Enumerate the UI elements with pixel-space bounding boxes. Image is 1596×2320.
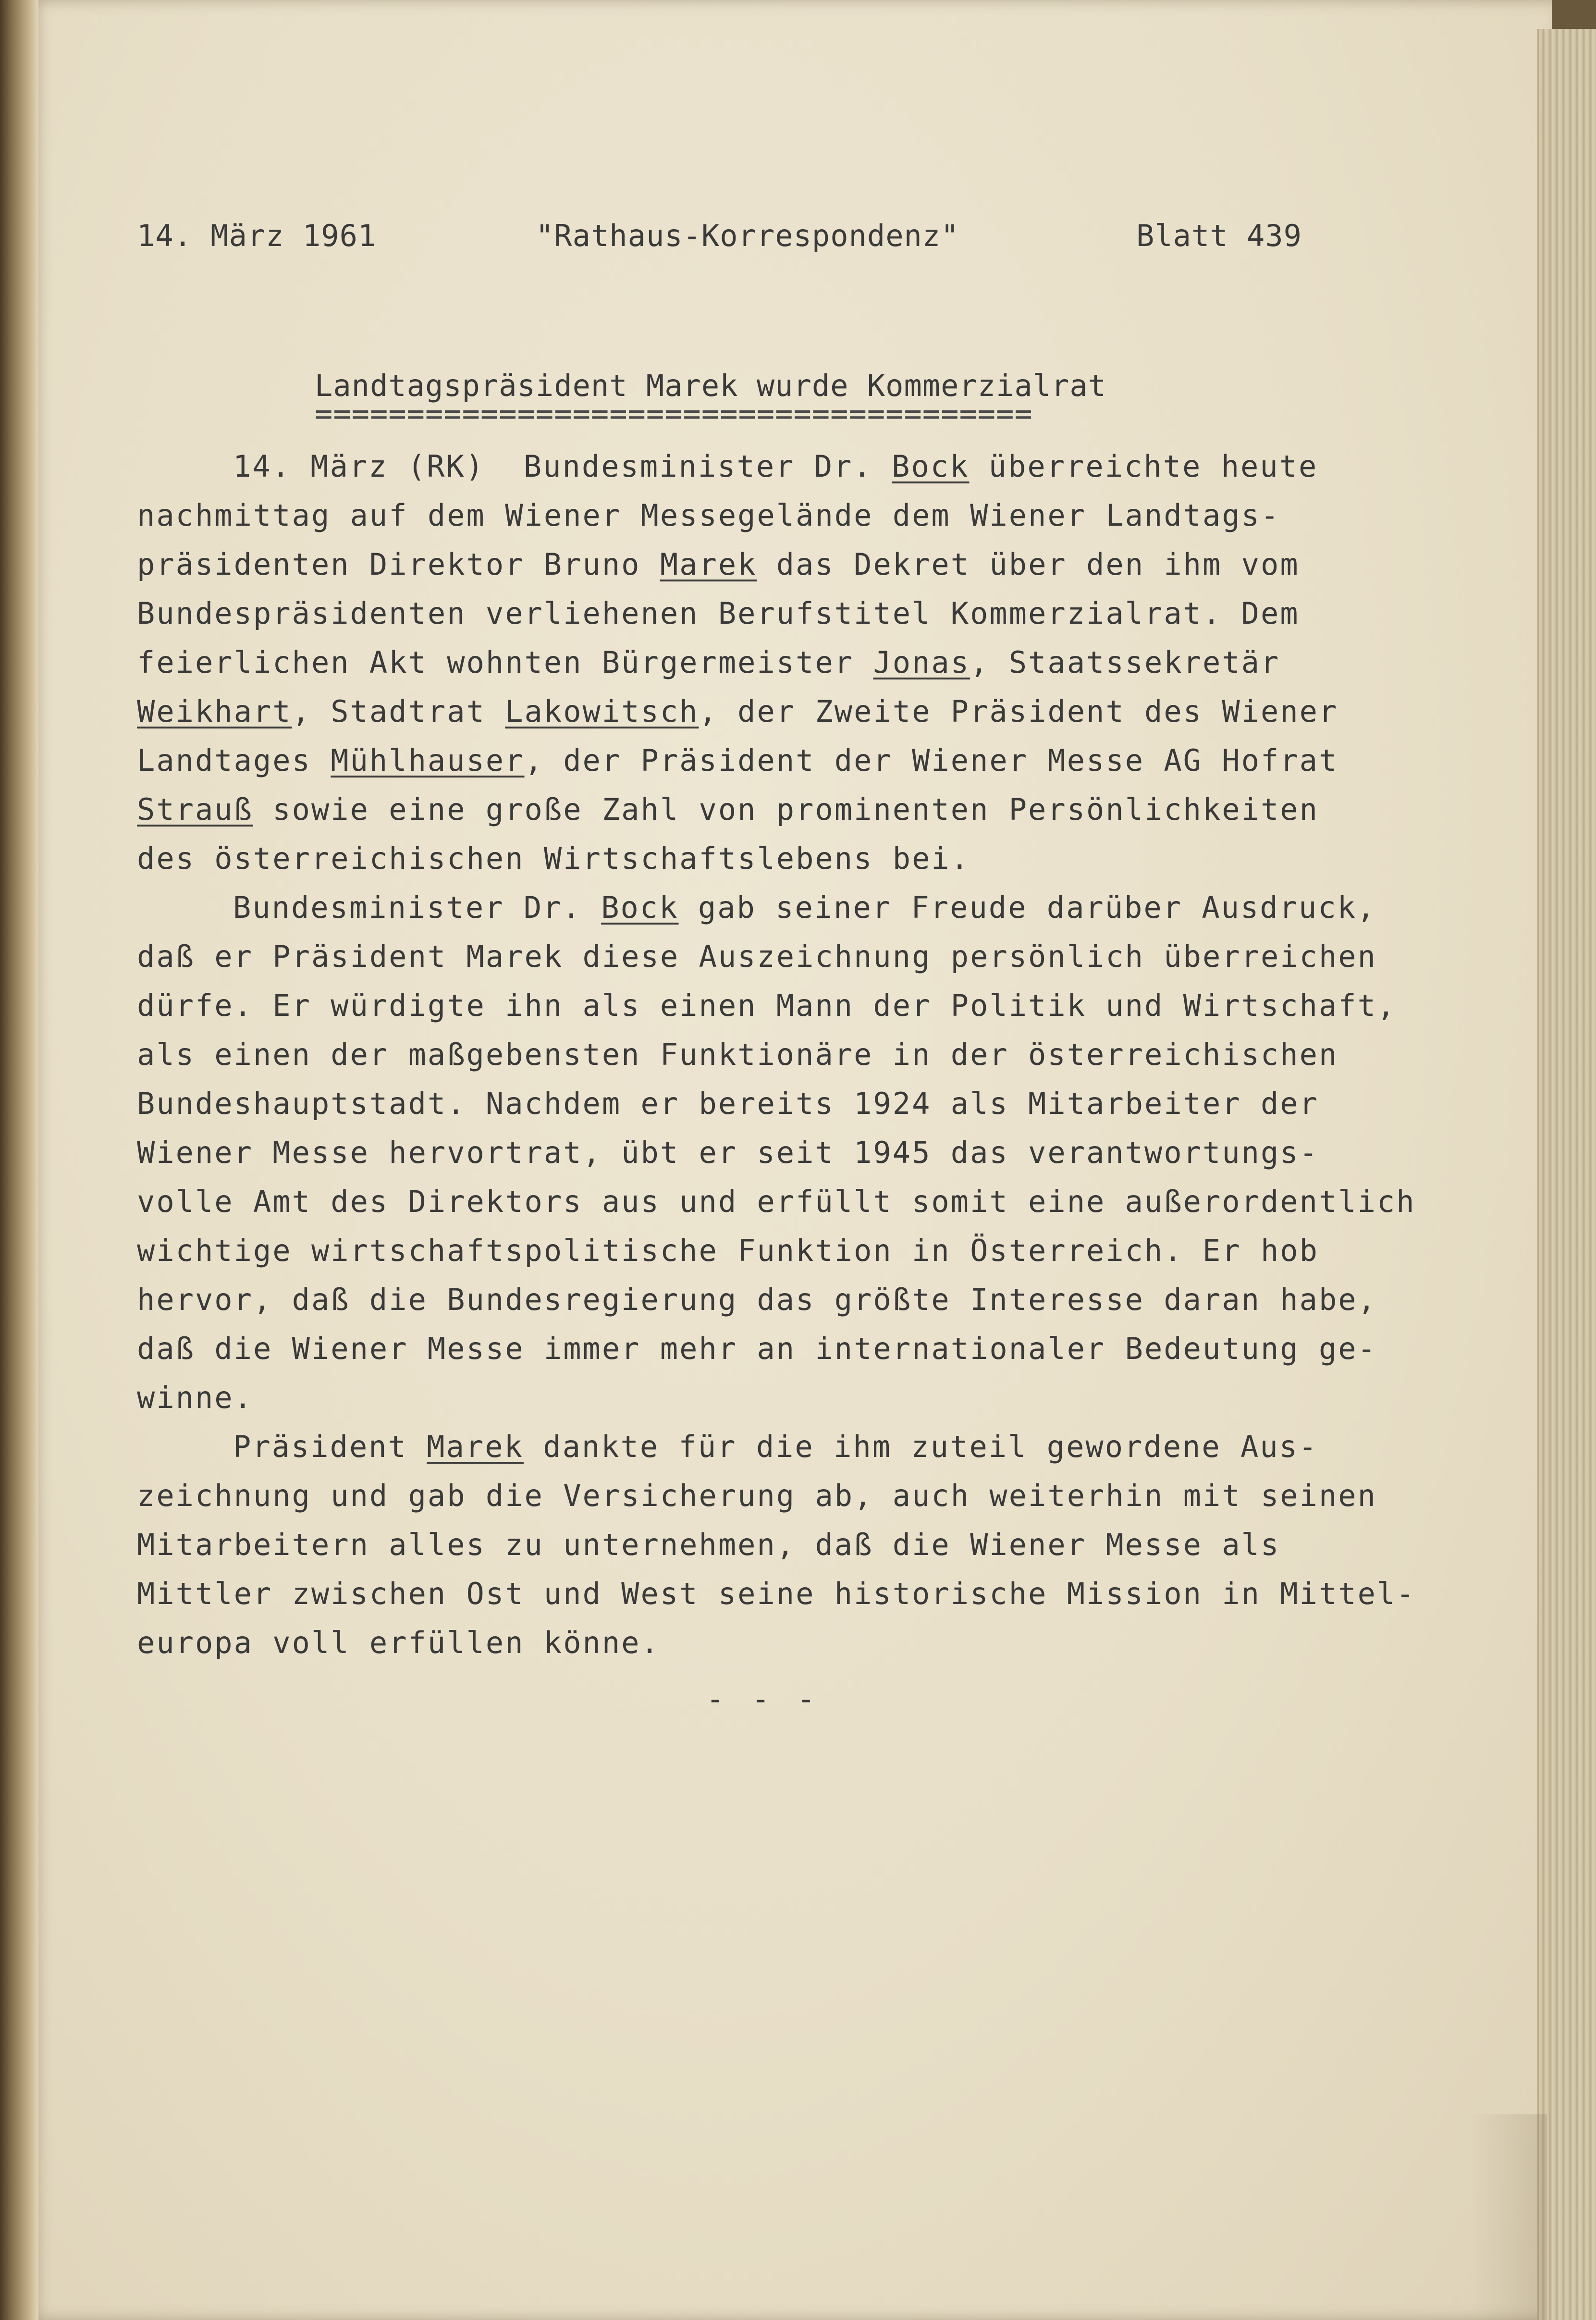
closing-marks: - - - xyxy=(706,1681,820,1716)
body-line xyxy=(137,1618,660,1667)
line-text: daß die Wiener Messe immer mehr an internationaler Bedeutung ge- xyxy=(137,1331,1377,1366)
header-publication: "Rathaus-Korrespondenz" xyxy=(536,218,959,253)
line-text: zeichnung und gab die Versicherung ab, auch weiterhin mit seinen xyxy=(137,1478,1377,1513)
page-header xyxy=(137,211,1319,259)
line-text: wichtige wirtschaftspolitische Funktion in Österreich. Er hob xyxy=(137,1233,1319,1268)
line-text: präsidenten Direktor Bruno xyxy=(137,547,660,582)
body-line xyxy=(137,1520,1280,1569)
line-text: überreichte heute xyxy=(969,449,1318,484)
body-line xyxy=(137,981,1396,1030)
line-text: Mitarbeitern alles zu unternehmen, daß die Wiener Messe als xyxy=(137,1527,1280,1562)
line-text: daß er Präsident Marek diese Auszeichnung persönlich überreichen xyxy=(137,939,1377,974)
line-text: als einen der maßgebensten Funktionäre in der österreichischen xyxy=(137,1037,1338,1072)
underlined-name: Weikhart xyxy=(137,694,292,729)
line-text: , Staatssekretär xyxy=(970,645,1280,680)
body-line xyxy=(137,785,1319,834)
line-text: Landtages xyxy=(137,743,331,778)
underlined-name: Mühlhauser xyxy=(331,743,525,778)
body-line xyxy=(137,1128,1319,1177)
body-line xyxy=(137,491,1280,540)
line-text: das Dekret über den ihm vom xyxy=(757,547,1300,582)
line-text: Präsident xyxy=(233,1429,427,1464)
line-text: Mittler zwischen Ost und West seine historische Mission in Mittel- xyxy=(137,1576,1416,1611)
body-line xyxy=(233,1422,1318,1471)
body-line xyxy=(137,638,1280,687)
body-line xyxy=(137,687,1338,736)
line-text: gab seiner Freude darüber Ausdruck, xyxy=(678,890,1376,925)
body-line xyxy=(137,1471,1377,1520)
line-text: , der Präsident der Wiener Messe AG Hofrat xyxy=(524,743,1338,778)
line-text: dürfe. Er würdigte ihn als einen Mann der Politik und Wirtschaft, xyxy=(137,988,1397,1023)
title-double-underline: ======================================= xyxy=(315,396,1033,431)
line-text: Bundesminister Dr. xyxy=(233,890,602,925)
body-line xyxy=(233,442,1318,491)
body-line xyxy=(233,883,1376,932)
body-line xyxy=(137,1324,1377,1373)
line-text: winne. xyxy=(137,1380,253,1415)
header-sheet-number: Blatt 439 xyxy=(1136,218,1302,253)
line-text: feierlichen Akt wohnten Bürgermeister xyxy=(137,645,873,680)
line-text: sowie eine große Zahl von prominenten Persönlichkeiten xyxy=(253,792,1319,827)
article-title: Landtagspräsident Marek wurde Kommerzialrat xyxy=(315,368,1107,403)
line-text: volle Amt des Direktors aus und erfüllt somit eine außerordentlich xyxy=(137,1184,1416,1219)
line-text: , Stadtrat xyxy=(292,694,505,729)
body-line xyxy=(137,1569,1416,1618)
line-text: Wiener Messe hervortrat, übt er seit 1945 das verantwortungs- xyxy=(137,1135,1319,1170)
body-line xyxy=(137,736,1338,785)
line-text: Bundeshauptstadt. Nachdem er bereits 1924 als Mitarbeiter der xyxy=(137,1086,1319,1121)
header-date: 14. März 1961 xyxy=(137,218,377,253)
line-text: nachmittag auf dem Wiener Messegelände dem Wiener Landtags- xyxy=(137,498,1280,533)
body-line xyxy=(137,1226,1319,1275)
body-line xyxy=(137,932,1377,981)
underlined-name: Marek xyxy=(660,547,757,582)
line-text: dankte für die ihm zuteil gewordene Aus- xyxy=(523,1429,1318,1464)
body-line xyxy=(137,834,970,883)
body-line xyxy=(137,1079,1319,1128)
body-line xyxy=(137,1275,1377,1324)
body-line xyxy=(137,589,1300,638)
line-text: des österreichischen Wirtschaftslebens bei. xyxy=(137,841,970,876)
body-line xyxy=(137,1177,1416,1226)
line-text: Bundespräsidenten verliehenen Berufstitel Kommerzialrat. Dem xyxy=(137,596,1300,631)
line-text: 14. März (RK) Bundesminister Dr. xyxy=(233,449,892,484)
underlined-name: Bock xyxy=(601,890,679,925)
underlined-name: Bock xyxy=(892,449,970,484)
line-text: europa voll erfüllen könne. xyxy=(137,1625,660,1660)
body-line xyxy=(137,1030,1338,1079)
underlined-name: Strauß xyxy=(137,792,253,827)
body-line xyxy=(137,1373,253,1422)
underlined-name: Jonas xyxy=(873,645,970,680)
line-text: hervor, daß die Bundesregierung das größte Interesse daran habe, xyxy=(137,1282,1377,1317)
underlined-name: Marek xyxy=(427,1429,524,1464)
line-text: , der Zweite Präsident des Wiener xyxy=(699,694,1338,729)
body-line xyxy=(137,540,1300,589)
underlined-name: Lakowitsch xyxy=(505,694,699,729)
